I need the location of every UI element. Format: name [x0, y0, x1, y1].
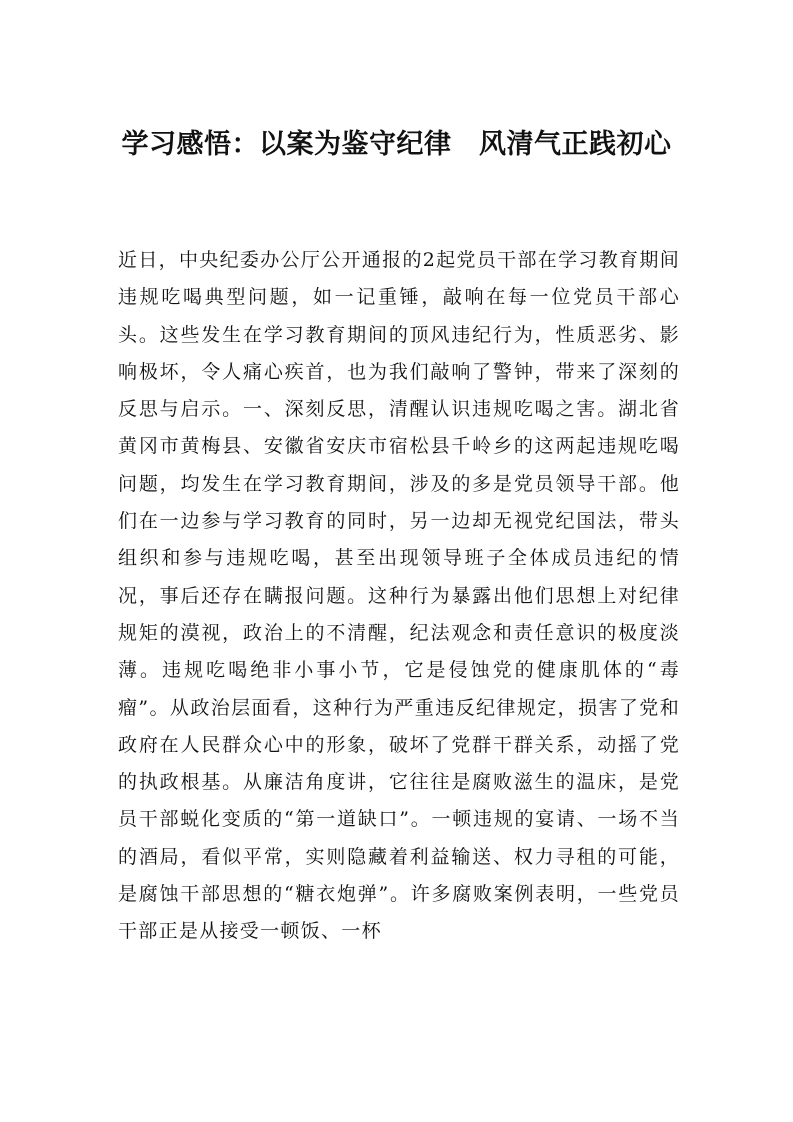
document-title: 学习感悟：以案为鉴守纪律 风清气正践初心: [121, 129, 672, 160]
body-paragraph: 近日，中央纪委办公厅公开通报的2起党员干部在学习教育期间违规吃喝典型问题，如一记重锤，敲响在每一位党员干部心头。这些发生在学习教育期间的顶风违纪行为，性质恶劣、影响极坏，令人痛心疾首，也为我们敲响了警钟，带来了深刻的反思与启示。一、深刻反思，清醒认识违规吃喝之害。湖北省黄冈市黄梅县、安徽省安庆市宿松县千岭乡的这两起违规吃喝问题，均发生在学习教育期间，涉及的多是党员领导干部。他们在一边参与学习教育的同时，另一边却无视党纪国法，带头组织和参与违规吃喝，甚至出现领导班子全体成员违纪的情况，事后还存在瞒报问题。这种行为暴露出他们思想上对纪律规矩的漠视，政治上的不清醒，纪法观念和责任意识的极度淡薄。违规吃喝绝非小事小节，它是侵蚀党的健康肌体的“毒瘤”。从政治层面看，这种行为严重违反纪律规定，损害了党和政府在人民群众心中的形象，破坏了党群干群关系，动摇了党的执政根基。从廉洁角度讲，它往往是腐败滋生的温床，是党员干部蜕化变质的“第一道缺口”。一顿违规的宴请、一场不当的酒局，看似平常，实则隐藏着利益输送、权力寻租的可能，是腐蚀干部思想的“糖衣炮弹”。许多腐败案例表明，一些党员干部正是从接受一顿饭、一杯: [118, 249, 680, 943]
